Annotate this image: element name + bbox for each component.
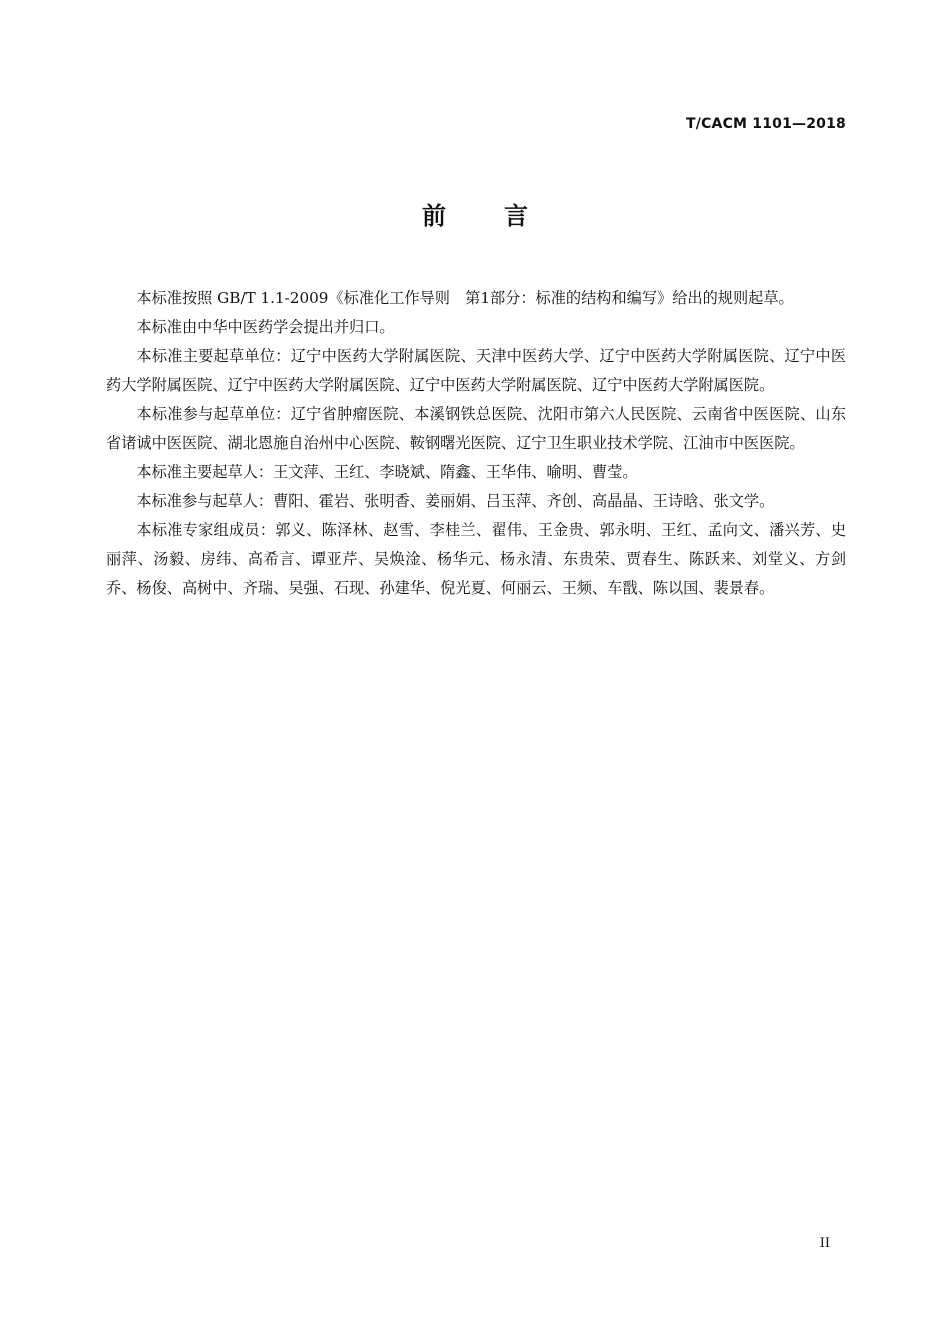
paragraph-proposer: 本标准由中华中医药学会提出并归口。	[136, 318, 395, 336]
paragraph-expert-group: 本标准专家组成员：郭义、陈泽林、赵雪、李桂兰、翟伟、王金贵、郭永明、王红、孟向文、潘兴芳、史丽萍、汤毅、房纬、高希言、谭亚芹、吴焕淦、杨华元、杨永清、东贵荣、贾春生、陈跃来、刘堂义、方剑乔、杨俊、高树中、齐瑞、吴强、石现、孙建华、倪光夏、何丽云、王频、车戬、陈以国、裴景春。	[106, 521, 846, 597]
paragraph-main-drafters: 本标准主要起草人：王文萍、王红、李晓斌、隋鑫、王华伟、喻明、曹莹。	[136, 463, 638, 481]
paragraph-participating-units: 本标准参与起草单位：辽宁省肿瘤医院、本溪钢铁总医院、沈阳市第六人民医院、云南省中医医院、山东省诸诚中医医院、湖北恩施自治州中心医院、鞍钢曙光医院、辽宁卫生职业技术学院、江油市中医医院。	[106, 405, 846, 452]
paragraph-participating-drafters: 本标准参与起草人：曹阳、霍岩、张明香、姜丽娟、吕玉萍、齐创、高晶晶、王诗晗、张文学。	[136, 492, 775, 510]
foreword-body	[106, 284, 846, 603]
page-title: 前言	[422, 202, 586, 230]
standard-number: T/CACM 1101—2018	[686, 116, 846, 132]
paragraph-drafting-rules: 本标准按照 GB/T 1.1-2009《标准化工作导则 第1部分：标准的结构和编写》给出的规则起草。	[136, 289, 794, 307]
page-number: II	[819, 1236, 830, 1251]
paragraph-main-drafting-units: 本标准主要起草单位：辽宁中医药大学附属医院、天津中医药大学、辽宁中医药大学附属医院、辽宁中医药大学附属医院、辽宁中医药大学附属医院、辽宁中医药大学附属医院、辽宁中医药大学附属医院。	[106, 347, 846, 394]
